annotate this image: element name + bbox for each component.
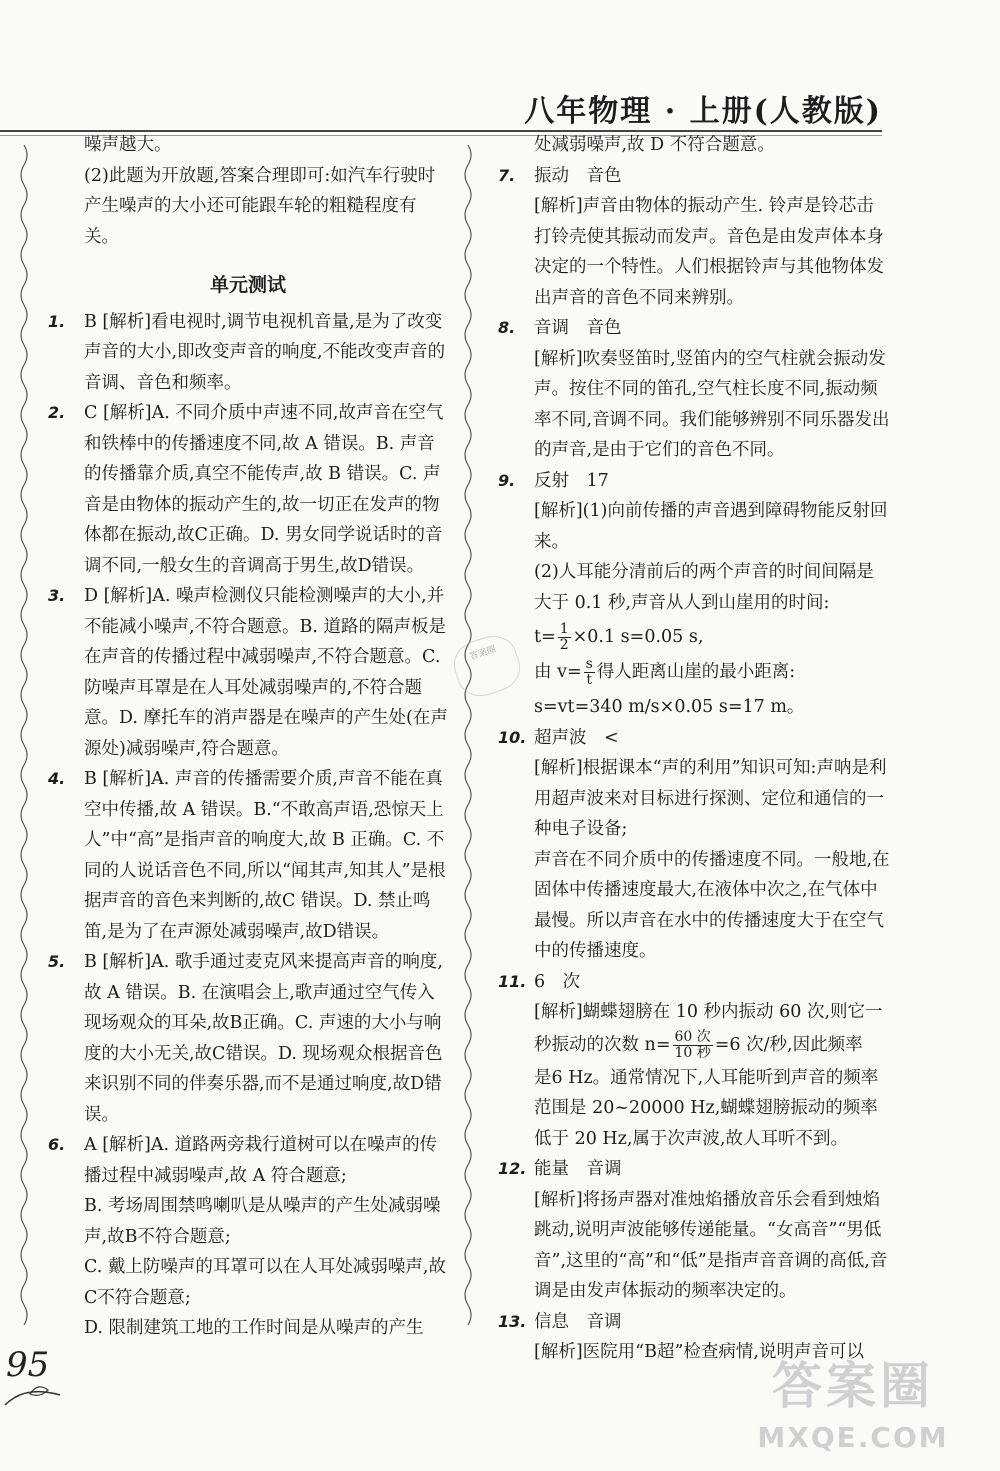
- answer-item-10: [498, 723, 890, 967]
- item-number: 3.: [48, 586, 66, 605]
- watermark-main: 答案圈: [772, 1357, 934, 1415]
- item-text: [解析]蝴蝶翅膀在 10 秒内振动 60 次,则它一: [534, 1002, 883, 1022]
- item-text: 声音在不同介质中的传播速度不同。一般地,在固体中传播速度最大,在液体中次之,在气体中最慢。所以声音在水中的传播速度大于在空气中的传播速度。: [534, 849, 890, 961]
- item-text: [解析]医院用“B超”检查病情,说明声音可以: [534, 1342, 864, 1362]
- item-text: B [解析]A. 声音的传播需要介质,声音不能在真空中传播,故 A 错误。B.“不敢高声语,恐惊天上人”中“高”是指声音的响度大,故 B 正确。C. 不同的人说话音色不同,所以“闻其声,知其人”是根据声音的音色来判断的,故C 错误。D. 禁止鸣笛,是为了在声源处减弱噪声,故D错误。: [84, 769, 446, 942]
- item-number: 10.: [498, 727, 527, 747]
- item-text: [解析]吹奏竖笛时,竖笛内的空气柱就会振动发声。按住不同的笛孔,空气柱长度不同,振动频率不同,音调不同。我们能够辨别不同乐器发出的声音,是由于它们的音色不同。: [534, 348, 890, 460]
- formula-frequency: 秒振动的次数 n= $\frac{\text{60 次}}{\text{10 秒}}$ =6 次/秒,因此频率: [534, 1028, 863, 1061]
- item-number: 12.: [498, 1159, 527, 1178]
- item-number: 7.: [498, 165, 516, 185]
- answer-item-6: [48, 1130, 448, 1344]
- item-answer: 信息 音调: [534, 1311, 622, 1332]
- item-text: C [解析]A. 不同介质中声速不同,故声音在空气和铁棒中的传播速度不同,故 A 错误。B. 声音的传播靠介质,真空不能传声,故 B 错误。C. 声音是由物体的振动产生的,故一切正在发声的物体都在振动,故C正确。D. 男女同学说话时的音调不同,一般女生的音调高于男生,故D错误。: [84, 403, 444, 576]
- answer-item-11: [498, 967, 890, 1155]
- wavy-border-middle-icon: [462, 145, 474, 1325]
- item-number: 1.: [48, 311, 66, 331]
- item-text: [解析](1)向前传播的声音遇到障碍物能反射回来。: [534, 501, 888, 552]
- continued-text: 处减弱噪声,故 D 不符合题意。: [534, 135, 775, 155]
- ink-stamp: 答案圈: [448, 629, 526, 702]
- item-text: B [解析]看电视时,调节电视机音量,是为了改变声音的大小,即改变声音的响度,不能改变声音的音调、音色和频率。: [84, 311, 446, 393]
- item-text: B [解析]A. 歌手通过麦克风来提高声音的响度,故 A 错误。B. 在演唱会上,歌声通过空气传入现场观众的耳朵,故B正确。C. 声速的大小与响度的大小无关,故C错误。D. 现场观众根据音色来识别不同的伴奏乐器,而不是通过响度,故D错误。: [84, 952, 443, 1125]
- page-number: 95: [6, 1345, 50, 1385]
- fraction: $\frac{1}{2}$: [559, 621, 569, 653]
- item-text: D. 限制建筑工地的工作时间是从噪声的产生: [84, 1318, 424, 1338]
- item-text: [解析]将扬声器对准烛焰播放音乐会看到烛焰跳动,说明声波能够传递能量。“女高音”“男低音”,这里的“高”和“低”是指声音音调的高低,音调是由发声体振动的频率决定的。: [534, 1189, 888, 1301]
- answer-item-5: [48, 947, 448, 1130]
- item-number: 9.: [498, 470, 516, 490]
- item-number: 5.: [48, 952, 66, 971]
- item-answer: 音调 音色: [534, 318, 622, 338]
- item-text: C. 戴上防噪声的耳罩可以在人耳处减弱噪声,故C不符合题意;: [84, 1257, 446, 1308]
- continued-text-2: (2)此题为开放题,答案合理即可:如汽车行驶时产生噪声的大小还可能跟车轮的粗糙程度有关。: [84, 165, 436, 247]
- item-answer: 能量 音调: [534, 1159, 622, 1179]
- item-number: 4.: [48, 769, 66, 788]
- item-text: A [解析]A. 道路两旁栽行道树可以在噪声的传播过程中减弱噪声,故 A 符合题意;: [84, 1135, 438, 1186]
- section-title: 单元测试: [209, 274, 286, 296]
- watermark: [738, 1351, 968, 1461]
- item-text: [解析]声音由物体的振动产生. 铃声是铃芯击打铃壳使其振动而发声。音色是由发声体本身决定的一个特性。人们根据铃声与其他物体发出声音的音色不同来辨别。: [534, 196, 884, 308]
- item-text: [解析]根据课本“声的利用”知识可知:声呐是利用超声波来对目标进行探测、定位和通信的一种电子设备;: [534, 758, 887, 839]
- item-answer: 反射 17: [534, 470, 609, 491]
- answer-item-12: [498, 1154, 890, 1307]
- answer-item-7: [498, 161, 890, 314]
- fraction: $\frac{s}{t}$: [585, 656, 593, 688]
- item-number: 2.: [48, 403, 66, 422]
- watermark-sub: MXQE.COM: [757, 1421, 949, 1454]
- formula-distance: s=vt=340 m/s×0.05 s=17 m。: [534, 697, 805, 717]
- answer-item-9: [498, 466, 890, 723]
- item-number: 8.: [498, 318, 516, 337]
- item-answer: 6 次: [534, 971, 581, 992]
- item-text: (2)人耳能分清前后的两个声音的时间间隔是大于 0.1 秒,声音从人到山崖用的时间:: [534, 562, 874, 613]
- header-title: 八年物理 · 上册(人教版): [524, 94, 882, 129]
- answer-item-3: [48, 581, 448, 764]
- item-text: B. 考场周围禁鸣喇叭是从噪声的产生处减弱噪声,故B不符合题意;: [84, 1196, 441, 1247]
- answer-item-2: [48, 398, 448, 581]
- left-column: [48, 130, 448, 1344]
- formula-time: t= $\frac{1}{2}$ ×0.1 s=0.05 s,: [534, 621, 704, 653]
- fraction: $\frac{\text{60 次}}{\text{10 秒}}$: [674, 1028, 711, 1061]
- wavy-border-left-icon: [18, 145, 30, 1325]
- continued-text: 噪声越大。: [84, 135, 172, 155]
- item-text: 是6 Hz。通常情况下,人耳能听到声音的频率范围是 20~20000 Hz,蝴蝶翅膀振动的频率低于 20 Hz,属于次声波,故人耳听不到。: [534, 1067, 879, 1149]
- item-text: D [解析]A. 噪声检测仪只能检测噪声的大小,并不能减小噪声,不符合题意。B. 道路的隔声板是在声音的传播过程中减弱噪声,不符合题意。C. 防噪声耳罩是在人耳处减弱噪声的,不符合题意。D. 摩托车的消声器是在噪声的产生处(在声源处)减弱噪声,符合题意。: [84, 586, 448, 759]
- item-number: 11.: [498, 971, 527, 991]
- item-number: 6.: [48, 1135, 66, 1154]
- item-number: 13.: [498, 1311, 527, 1331]
- answer-item-4: [48, 764, 448, 947]
- item-answer: 振动 音色: [534, 165, 622, 186]
- item-answer: 超声波 <: [534, 727, 619, 748]
- answer-item-8: [498, 313, 890, 466]
- answer-item-1: [48, 307, 448, 399]
- right-column: [498, 130, 890, 1368]
- formula-speed: 由 v= $\frac{s}{t}$ 得人距离山崖的最小距离:: [534, 656, 796, 688]
